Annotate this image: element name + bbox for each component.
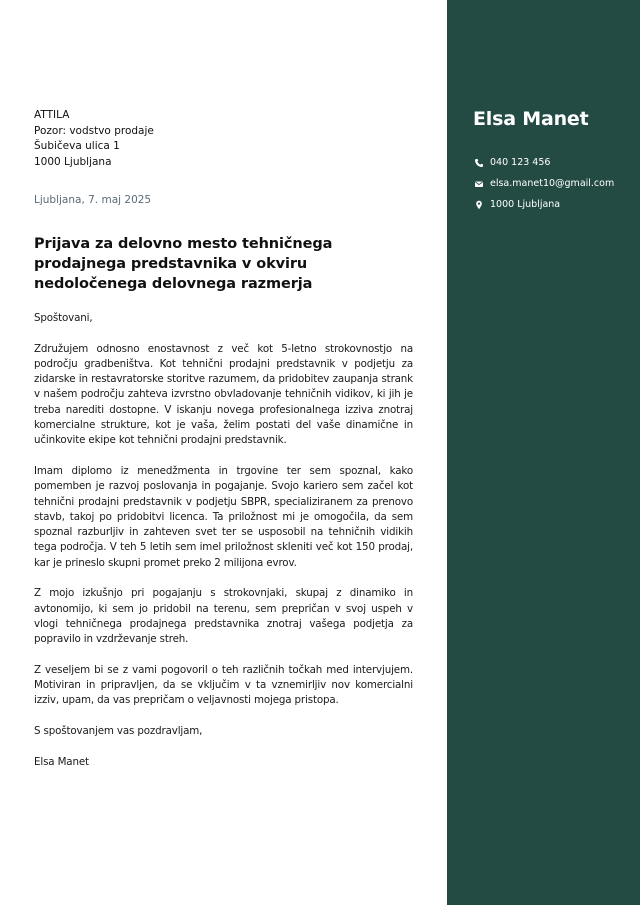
letter-main [34,0,413,905]
recipient-address [34,108,154,170]
recipient-company: ATTILA [34,109,70,121]
sidebar [447,0,640,905]
letter-date: Ljubljana, 7. maj 2025 [34,194,152,206]
recipient-city: 1000 Ljubljana [34,155,112,168]
letter-subject: Prijava za delovno mesto tehničnega prodajnega predstavnika v okviru nedoločenega delovnega razmerja [34,236,333,292]
paragraph-3: Z mojo izkušnjo pri pogajanju s strokovnjaki, skupaj z dinamiko in avtonomijo, ki sem jo pridobil na terenu, sem prepričan v svoj uspeh v vlogi tehničnega prodajnega predstavnika znotraj vašega podjetja za popravilo in vzdrževanje streh. [34,587,413,646]
recipient-attention: Pozor: vodstvo prodaje [34,124,154,137]
paragraph-4: Z veseljem bi se z vami pogovoril o teh različnih točkah med intervjujem. Motiviran in pripravljen, da se vključim v ta vznemirljiv nov komercialni izziv, upam, da vas prepričam o veljavnosti mojega pristopa. [34,663,413,707]
contact-location-text: 1000 Ljubljana [490,199,561,210]
contact-phone [474,157,550,168]
letter-body [34,311,413,770]
phone-icon [474,158,484,168]
contact-location [474,199,560,210]
signature: Elsa Manet [34,755,89,768]
paragraph-1: Združujem odnosno enostavnost z več kot 5-letno strokovnostjo na področju gradbeništva. Kot tehnični prodajni predstavnik v podjetju za zidarske in restavratorske storitve razumem, da pridobitev zaupanja strank v našem področju zahteva izvrstno obvladovanje tehničnih vidikov, ki jih je treba narediti dostopne. V iskanju novega profesionalnega izziva znotraj komercialne strukture, kot je vaša, želim postati del vaše dinamične in učinkovite ekipe kot tehnični prodajni predstavnik. [34,342,413,447]
contact-email [474,178,614,189]
salutation: Spoštovani, [34,312,93,324]
contact-email-text[interactable]: elsa.manet10@gmail.com [490,178,615,189]
closing: S spoštovanjem vas pozdravljam, [34,725,203,738]
recipient-street: Šubičeva ulica 1 [34,140,120,152]
location-pin-icon [474,200,484,210]
mail-icon [474,179,484,189]
contact-phone-text: 040 123 456 [490,157,551,168]
sidebar-name: Elsa Manet [473,108,589,130]
paragraph-2: Imam diplomo iz menedžmenta in trgovine ter sem spoznal, kako pomemben je razvoj poslovanja in pogajanje. Svojo kariero sem začel kot tehnični prodajni predstavnik v podjetju SBPR, specializiranem za prenovo stavb, takoj po pridobitvi licenca. Ta priložnost mi je omogočila, da sem spoznal razburljiv in zahteven svet ter se usposobil na tehničnih vidikih tega področja. V teh 5 letih sem imel priložnost skleniti več kot 150 prodaj, kar je prineslo skupni promet preko 2 milijona evrov. [34,464,413,569]
